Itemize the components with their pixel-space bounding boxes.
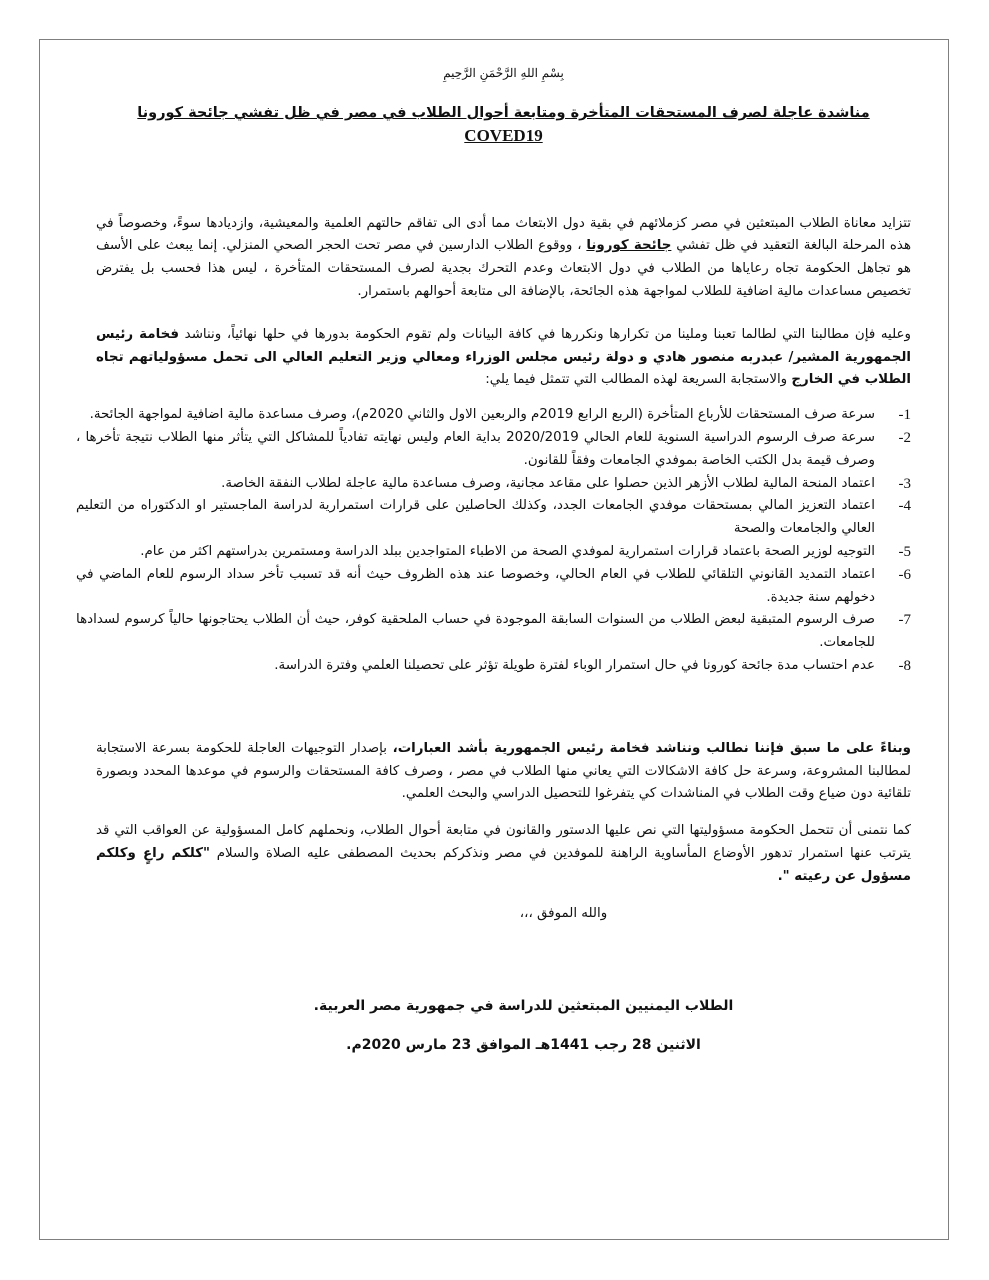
list-item xyxy=(76,655,911,678)
list-text: اعتماد التعزيز المالي بمستحقات موفدي الجامعات الجدد، وكذلك الحاصلين على قرارات استمرارية لدراسة الماجستير او الدكتوراه من التعليم العالي والجامعات والصحة xyxy=(76,498,875,537)
list-item xyxy=(76,564,911,610)
closing-line: والله الموفق ،،، xyxy=(519,905,608,921)
list-text: اعتماد المنحة المالية لطلاب الأزهر الذين حصلوا على مقاعد مجانية، وصرف مساعدة مالية عاجلة لطلاب النفقة الخاصة. xyxy=(221,475,875,491)
list-number: -8 xyxy=(898,657,911,674)
list-number: -7 xyxy=(898,612,911,629)
list-number: -2 xyxy=(898,429,911,446)
paragraph-intro-text-2: ، ووقوع الطلاب الدارسين في مصر تحت الحجر الصحي المنزلي. إنما يبعث على الأسف هو تجاهل الحكومة تجاه رعاياها من الطلاب في دول الابتعاث وعدم التحرك بجدية لصرف المستحقات المتأخرة ، ليس هذا فحسب بل يفترض تخصيص مساعدات مالية اضافية للطلاب لمواجهة هذه الجائحة، بالإضافة الى متابعة أحوالهم باستمرار. xyxy=(96,238,911,299)
list-number: -1 xyxy=(898,407,911,424)
hadith-quote: "كلكم راعٍ وكلكم مسؤول عن رعيته ". xyxy=(96,845,911,884)
paragraph-conclusion-bold: وبناءً على ما سبق فإننا نطالب ونناشد فخامة رئيس الجمهورية بأشد العبارات، xyxy=(392,740,911,756)
list-number: -6 xyxy=(898,566,911,583)
list-number: -5 xyxy=(898,543,911,560)
list-item xyxy=(76,427,911,473)
paragraph-intro xyxy=(96,213,911,304)
list-item xyxy=(76,609,911,655)
paragraph-hope-text: كما نتمنى أن تتحمل الحكومة مسؤوليتها التي نص عليها الدستور والقانون في متابعة أحوال الطلاب، ونحملهم كامل المسؤولية عن العواقب التي قد يترتب عنها استمرار تدهور الأوضاع المأساوية الراهنة للموفدين في مصر ونذكركم بحديث المصطفى عليه الصلاة والسلام xyxy=(96,823,911,861)
paragraph-conclusion xyxy=(96,738,911,806)
paragraph-intro-bold: جائحة كورونا xyxy=(586,238,672,254)
list-item xyxy=(76,495,911,541)
document-date: الاثنين 28 رجب 1441هـ الموافق 23 مارس 2020م. xyxy=(346,1037,701,1054)
paragraph-hope xyxy=(96,820,911,888)
list-text: سرعة صرف المستحقات للأرباع المتأخرة (الربع الرابع 2019م والربعين الاول والثاني 2020م)، وصرف مساعدة مالية اضافية لمواجهة الجائحة. xyxy=(89,407,875,423)
list-number: -4 xyxy=(898,498,911,515)
document-body xyxy=(76,60,912,1057)
basmala: بِسْمِ اللهِ الرَّحْمَنِ الرَّحِيمِ xyxy=(443,66,564,80)
paragraph-appeal xyxy=(96,324,911,392)
demands-list xyxy=(76,404,911,678)
list-number: -3 xyxy=(898,475,911,492)
paragraph-appeal-text-2: والاستجابة السريعة لهذه المطالب التي تتمثل فيما يلي: xyxy=(485,372,792,388)
paragraph-appeal-text: وعليه فإن مطالبنا التي لطالما تعبنا وملينا من تكرارها ونكررها في كافة البيانات ولم تقوم الحكومة بدورها في حلها نهائياً، ونناشد xyxy=(179,326,911,342)
title-latin: COVED19 xyxy=(464,125,543,145)
title-arabic: مناشدة عاجلة لصرف المستحقات المتأخرة ومتابعة أحوال الطلاب في مصر في ظل تفشي جائحة كورونا xyxy=(137,105,870,121)
paragraph-appeal-bold: فخامة رئيس الجمهورية المشير/ عبدربه منصور هادي و دولة رئيس مجلس الوزراء ومعالي وزير التعليم العالي الى تحمل مسؤولياتهم تجاه الطلاب في الخارج xyxy=(96,326,911,388)
list-text: عدم احتساب مدة جائحة كورونا في حال استمرار الوباء لفترة طويلة تؤثر على تحصيلنا العلمي وفترة الدراسة. xyxy=(274,657,875,673)
paragraph-conclusion-text: بإصدار التوجيهات العاجلة للحكومة بسرعة الاستجابة لمطالبنا المشروعة، وسرعة حل كافة الاشكالات التي يعاني منها الطلاب في مصر ، وصرف كافة المستحقات والرسوم في موعدها المحدد وبصورة تلقائية دون ضياع وقت الطلاب في المناشدات كي يتفرغوا للتحصيل الدراسي والبحث العلمي. xyxy=(96,740,911,802)
signature: الطلاب اليمنيين المبتعثين للدراسة في جمهورية مصر العربية. xyxy=(313,998,734,1015)
list-text: سرعة صرف الرسوم الدراسية السنوية للعام الحالي 2020/2019 بداية العام وليس نهايته تفادياً للمشاكل التي يتأثر منها الطلاب نتيجة تأخرها ، وصرف قيمة بدل الكتب الخاصة بموفدي الجامعات وفقاً للقانون. xyxy=(76,429,875,468)
list-text: صرف الرسوم المتبقية لبعض الطلاب من السنوات السابقة الموجودة في حساب الملحقية كوفر، حيث أن الطلاب يحتاجونها حالياً كرسوم لسدادها للجامعات. xyxy=(76,612,875,651)
list-text: التوجيه لوزير الصحة باعتماد قرارات استمرارية لموفدي الصحة من الاطباء المتواجدين ببلد الدراسة ومستمرين بدراستهم اكثر من عام. xyxy=(140,543,875,559)
document-title xyxy=(96,102,911,149)
paragraph-intro-text: تتزايد معاناة الطلاب المبتعثين في مصر كزملائهم في بقية دول الابتعاث مما أدى الى تفاقم حالتهم العلمية والمعيشية، وازديادها سوءً، وخصوصاً في هذه المرحلة البالغة التعقيد في ظل تفشي xyxy=(96,215,912,254)
list-item xyxy=(76,541,911,564)
list-item xyxy=(76,473,911,496)
list-item xyxy=(76,404,911,427)
list-text: اعتماد التمديد القانوني التلقائي للطلاب في العام الحالي، وخصوصا عند هذه الظروف حيث أنه قد تسبب تأخر سداد الرسوم للعام الماضي في دخولهم سنة جديدة. xyxy=(76,566,875,605)
